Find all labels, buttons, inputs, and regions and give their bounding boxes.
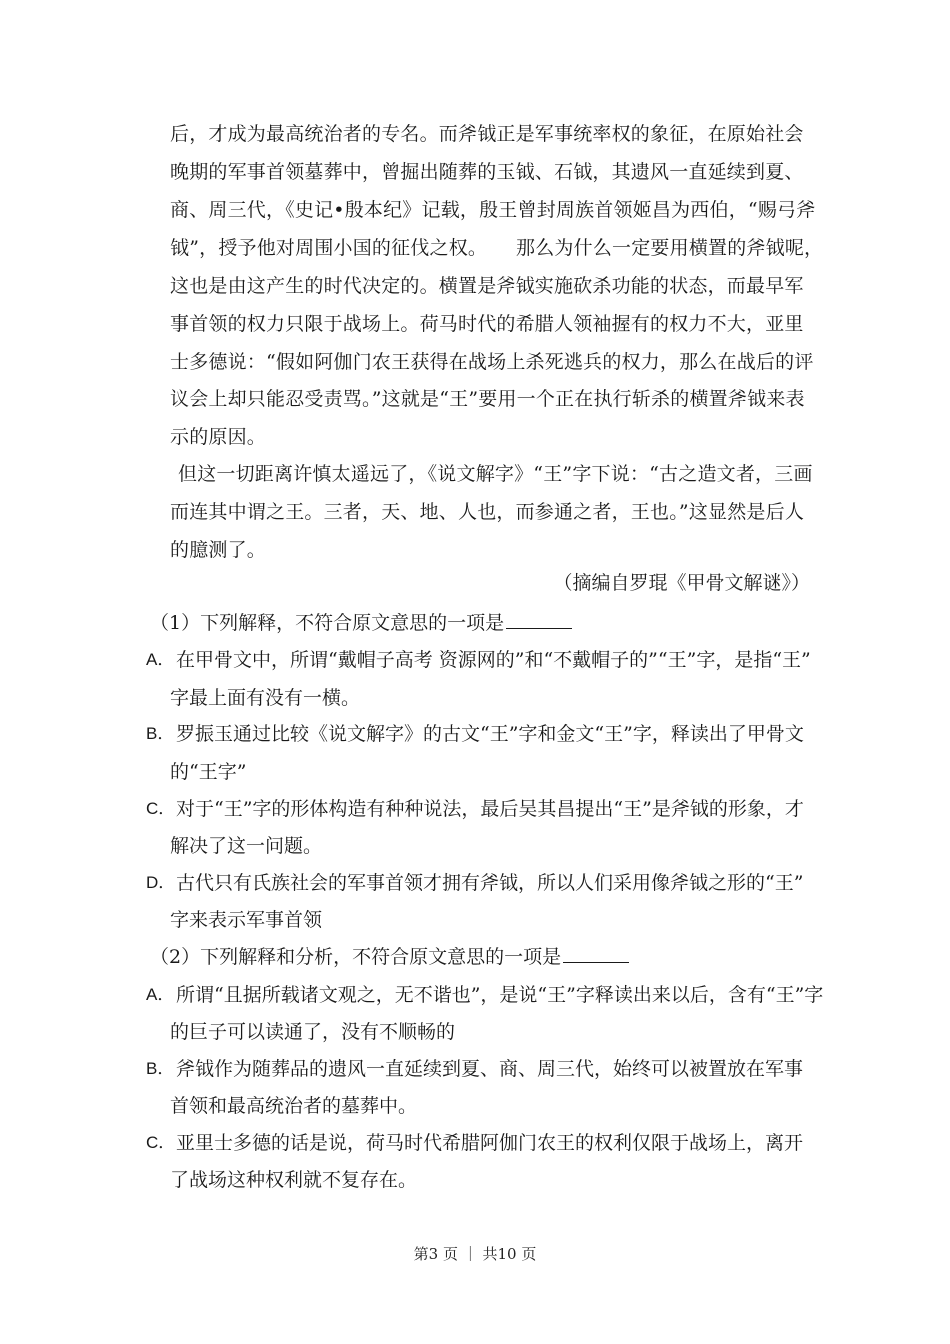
passage-line: 这也是由这产生的时代决定的。横置是斧钺实施砍杀功能的状态，而最早军 xyxy=(170,275,804,297)
option-letter: B． xyxy=(146,724,175,743)
option-letter: B． xyxy=(146,1059,175,1078)
passage-line: 而连其中谓之王。三者，天、地、人也，而参通之者，王也。”这显然是后人 xyxy=(170,501,805,523)
option-text: 了战场这种权利就不复存在。 xyxy=(170,1169,418,1191)
option-text: 古代只有氏族社会的军事首领才拥有斧钺，所以人们采用像斧钺之形的“王” xyxy=(176,872,804,894)
passage-line: 的臆测了。 xyxy=(170,539,267,561)
question-2-prompt xyxy=(150,944,629,969)
page-footer: 第3 页 ｜ 共10 页 xyxy=(413,1245,537,1263)
option-letter: A． xyxy=(146,650,175,669)
passage-line: 议会上却只能忍受责骂。”这就是“王”要用一个正在执行斩杀的横置斧钺来表 xyxy=(170,388,805,410)
passage-line: 晚期的军事首领墓葬中，曾掘出随葬的玉钺、石钺，其遗风一直延续到夏、 xyxy=(170,161,804,183)
passage-line: 事首领的权力只限于战场上。荷马时代的希腊人领袖握有的权力不大，亚里 xyxy=(170,313,804,335)
option-text: 首领和最高统治者的墓葬中。 xyxy=(170,1095,418,1117)
option-text: 字来表示军事首领 xyxy=(170,909,323,931)
option-text: 亚里士多德的话是说，荷马时代希腊阿伽门农王的权利仅限于战场上，离开 xyxy=(176,1132,804,1154)
option-text: 斧钺作为随葬品的遗风一直延续到夏、商、周三代，始终可以被置放在军事 xyxy=(176,1058,804,1080)
passage-line: 示的原因。 xyxy=(170,426,267,448)
question-1-prompt xyxy=(150,610,572,635)
passage-source: （摘编自罗琨《甲骨文解谜》） xyxy=(553,572,810,594)
answer-blank[interactable] xyxy=(506,610,572,629)
option-text: 的“王字” xyxy=(170,761,247,783)
option-letter: D． xyxy=(146,873,176,892)
option-text: 的巨子可以读通了，没有不顺畅的 xyxy=(170,1021,456,1043)
option-text: 在甲骨文中，所谓“戴帽子高考 资源网的”和“不戴帽子的”“王”字，是指“王” xyxy=(176,649,811,671)
option-text: 解决了这一问题。 xyxy=(170,835,323,857)
option-text: 罗振玉通过比较《说文解字》的古文“王”字和金文“王”字，释读出了甲骨文 xyxy=(176,723,804,745)
question-1-text: （1）下列解释，不符合原文意思的一项是 xyxy=(150,612,505,634)
option-text: 字最上面有没有一横。 xyxy=(170,687,361,709)
option-letter: A． xyxy=(146,985,175,1004)
passage-line: 后，才成为最高统治者的专名。而斧钺正是军事统率权的象征，在原始社会 xyxy=(170,123,804,145)
answer-blank[interactable] xyxy=(563,944,629,963)
passage-line: 商、周三代，《史记•殷本纪》记载，殷王曾封周族首领姬昌为西伯，“赐弓斧 xyxy=(170,199,816,221)
passage-line: 士多德说：“假如阿伽门农王获得在战场上杀死逃兵的权力，那么在战后的评 xyxy=(170,351,814,373)
option-text: 对于“王”字的形体构造有种种说法，最后吴其昌提出“王”是斧钺的形象，才 xyxy=(176,798,804,820)
option-text: 所谓“且据所载诸文观之，无不谐也”，是说“王”字释读出来以后，含有“王”字 xyxy=(176,984,824,1006)
option-letter: C． xyxy=(146,799,176,818)
passage-line: 钺”，授予他对周围小国的征伐之权。 那么为什么一定要用横置的斧钺呢， xyxy=(170,237,824,259)
question-2-text: （2）下列解释和分析，不符合原文意思的一项是 xyxy=(150,946,562,968)
option-letter: C． xyxy=(146,1133,176,1152)
passage-line: 但这一切距离许慎太遥远了，《说文解字》“王”字下说：“古之造文者，三画 xyxy=(178,463,813,485)
